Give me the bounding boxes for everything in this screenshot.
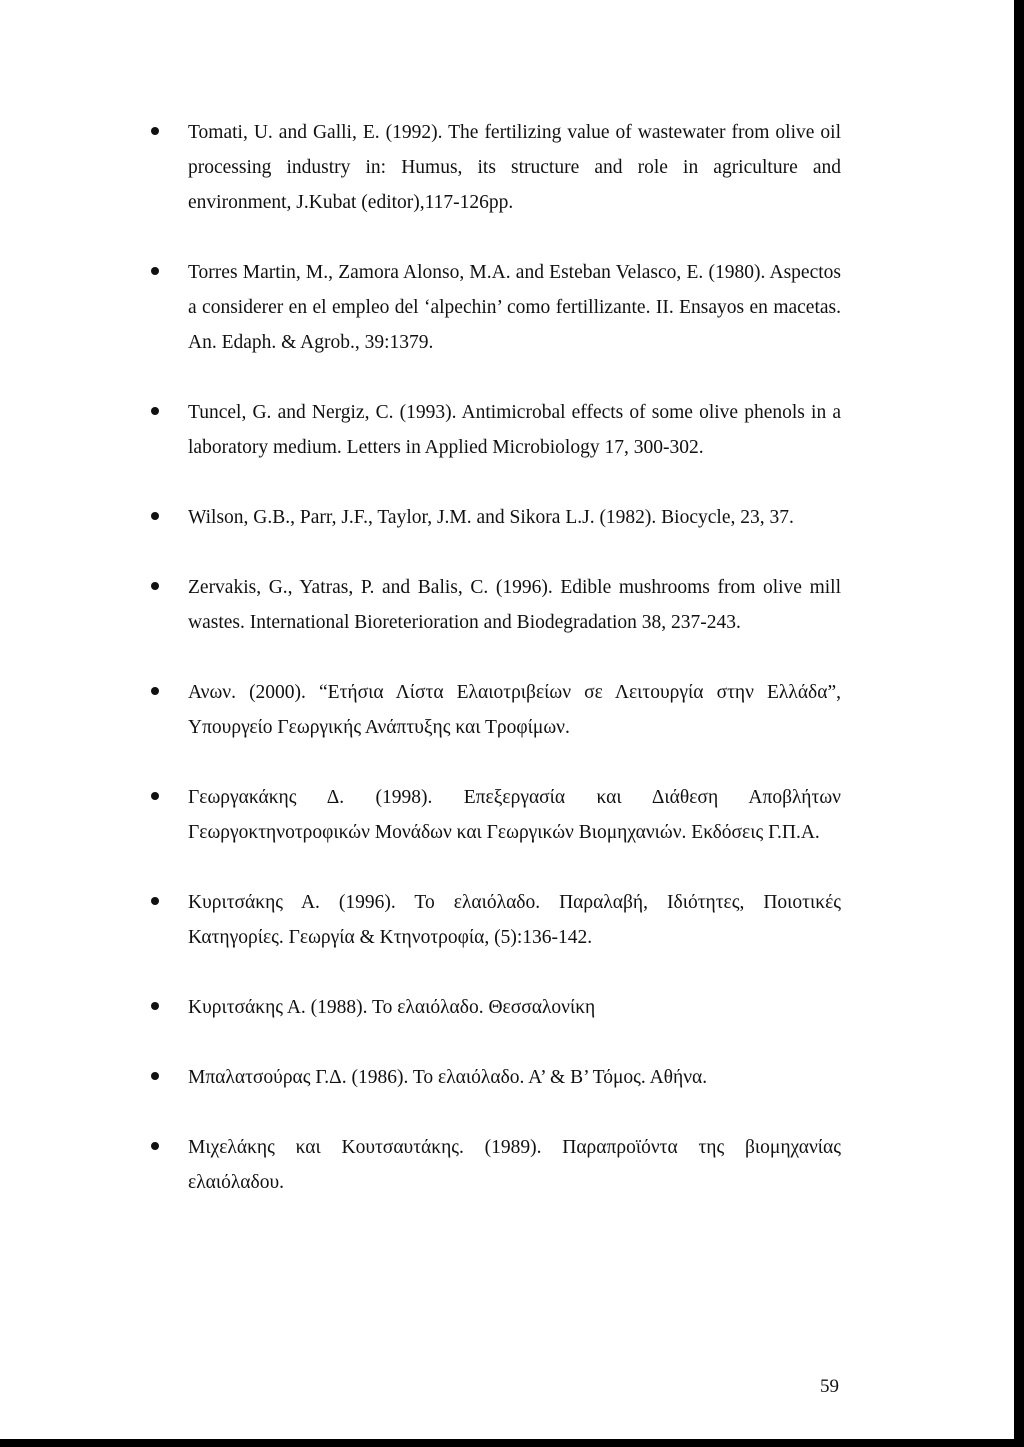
reference-item [151, 255, 841, 360]
reference-item [151, 395, 841, 465]
bullet-icon [151, 1002, 159, 1010]
bullet-icon [151, 407, 159, 415]
reference-item [151, 1060, 841, 1095]
reference-text: Wilson, G.B., Parr, J.F., Taylor, J.M. and Sikora L.J. (1982). Biocycle, 23, 37. [188, 507, 794, 528]
reference-item [151, 780, 841, 850]
reference-text: Torres Martin, M., Zamora Alonso, M.A. and Esteban Velasco, E. (1980). Aspectos a considerer en el empleo del ‘alpechin’ como fertillizante. II. Ensayos en macetas. An. Edaph. & Agrob., 39:1379. [188, 262, 841, 353]
bullet-icon [151, 512, 159, 520]
reference-item [151, 570, 841, 640]
reference-item [151, 500, 841, 535]
reference-item [151, 990, 841, 1025]
reference-text: Tuncel, G. and Nergiz, C. (1993). Antimicrobal effects of some olive phenols in a laboratory medium. Letters in Applied Microbiology 17, 300-302. [188, 402, 841, 458]
reference-text: Μιχελάκης και Κουτσαυτάκης. (1989). Παραπροϊόντα της βιομηχανίας ελαιόλαδου. [188, 1137, 841, 1193]
bullet-icon [151, 792, 159, 800]
reference-text: Ανων. (2000). “Ετήσια Λίστα Ελαιοτριβείων σε Λειτουργία στην Ελλάδα”, Υπουργείο Γεωργικής Ανάπτυξης και Τροφίμων. [188, 682, 841, 738]
reference-item [151, 1130, 841, 1200]
page-number: 59 [820, 1376, 839, 1397]
reference-text: Tomati, U. and Galli, E. (1992). The fertilizing value of wastewater from olive oil processing industry in: Humus, its structure and role in agriculture and environment, J.Kubat (editor),117-126pp. [188, 122, 841, 213]
bullet-icon [151, 267, 159, 275]
reference-item [151, 115, 841, 220]
reference-item [151, 885, 841, 955]
reference-text: Κυριτσάκης Α. (1988). Το ελαιόλαδο. Θεσσαλονίκη [188, 997, 596, 1018]
bullet-icon [151, 687, 159, 695]
reference-text: Κυριτσάκης Α. (1996). Το ελαιόλαδο. Παραλαβή, Ιδιότητες, Ποιοτικές Κατηγορίες. Γεωργία & Κτηνοτροφία, (5):136-142. [188, 892, 841, 948]
reference-item [151, 675, 841, 745]
reference-text: Zervakis, G., Yatras, P. and Balis, C. (1996). Edible mushrooms from olive mill wastes. International Bioreterioration and Biodegradation 38, 237-243. [188, 577, 841, 633]
bullet-icon [151, 127, 159, 135]
bullet-icon [151, 1072, 159, 1080]
reference-text: Γεωργακάκης Δ. (1998). Επεξεργασία και Διάθεση Αποβλήτων Γεωργοκτηνοτροφικών Μονάδων και Γεωργικών Βιομηχανιών. Εκδόσεις Γ.Π.Α. [188, 787, 841, 843]
bullet-icon [151, 582, 159, 590]
bullet-icon [151, 1142, 159, 1150]
reference-list [151, 115, 841, 1235]
reference-text: Μπαλατσούρας Γ.Δ. (1986). Το ελαιόλαδο. Α’ & Β’ Τόμος. Αθήνα. [188, 1067, 708, 1088]
bullet-icon [151, 897, 159, 905]
